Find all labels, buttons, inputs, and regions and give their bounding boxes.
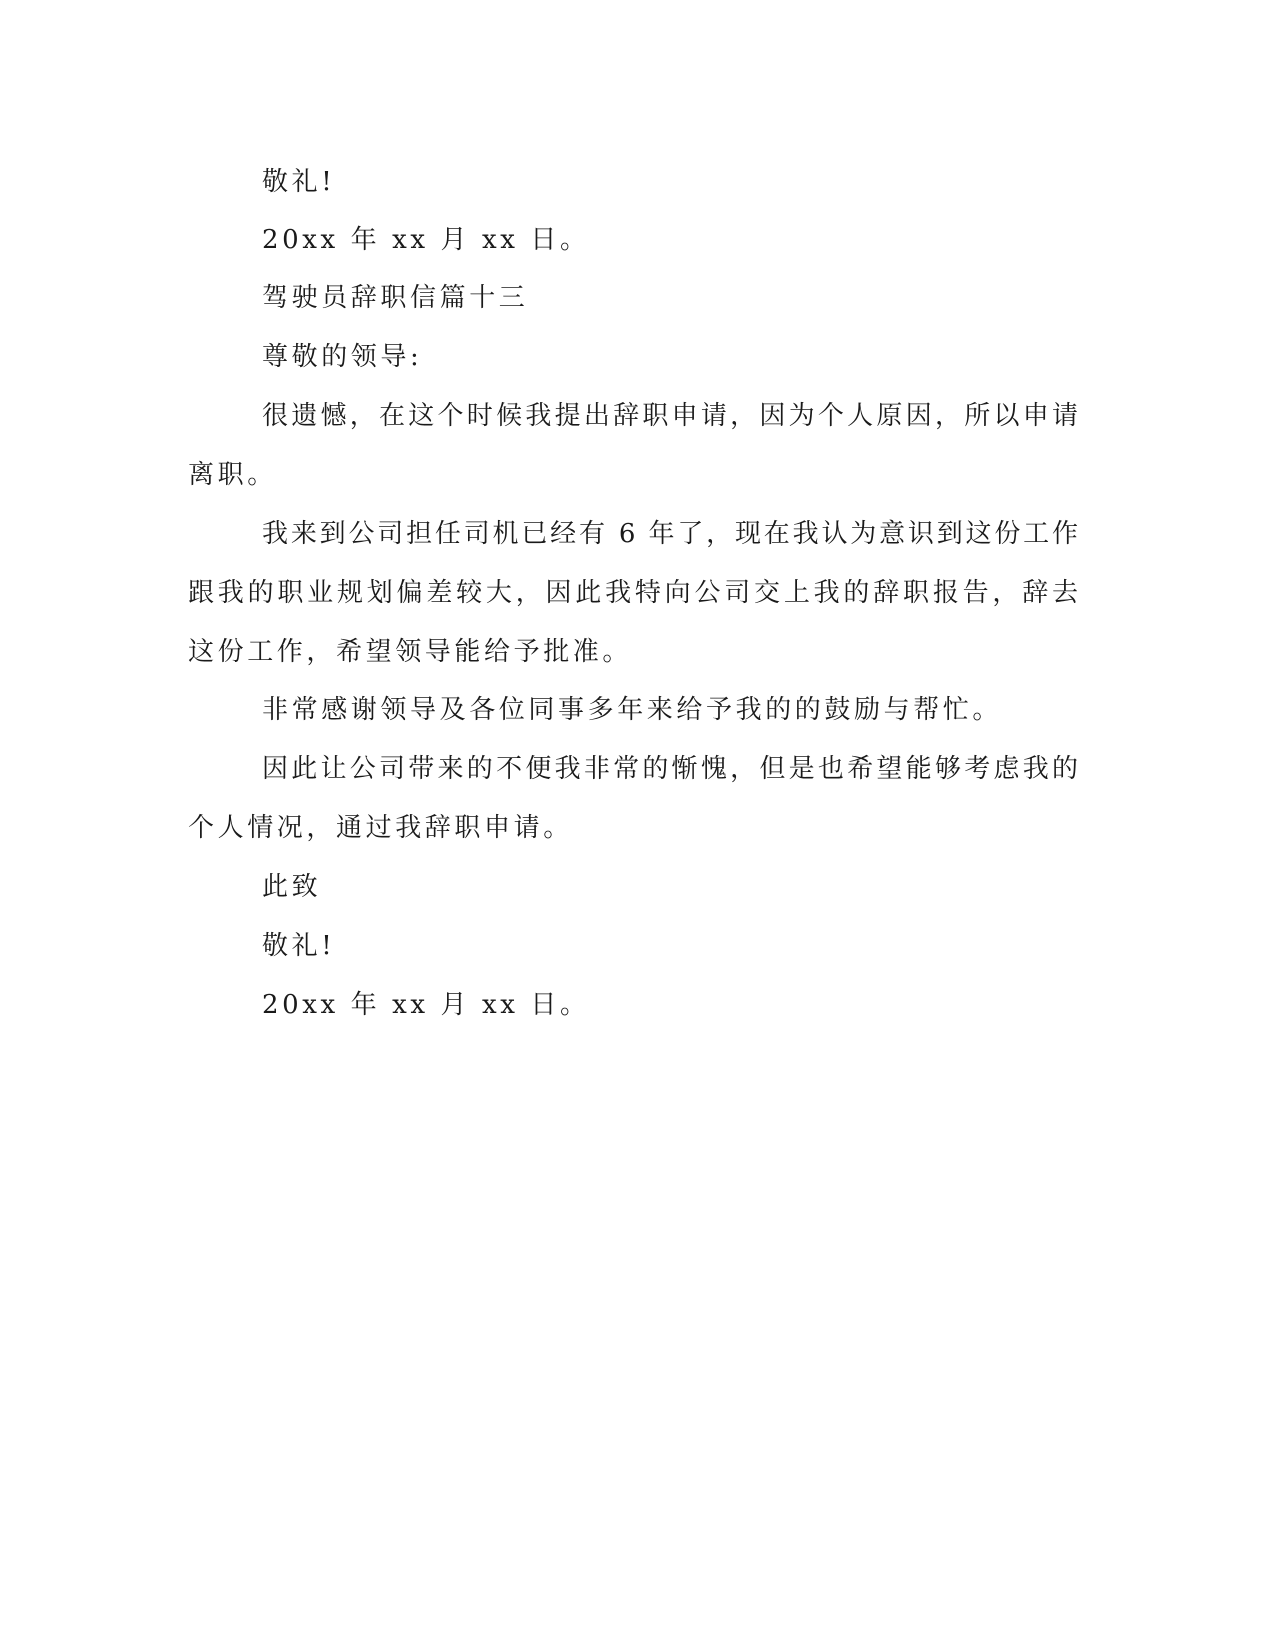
date-line-2: 20xx 年 xx 月 xx 日。: [262, 990, 590, 1020]
paragraph-3: 非常感谢领导及各位同事多年来给予我的的鼓励与帮忙。: [262, 695, 1003, 725]
paragraph-1-line-2: 离职。: [188, 460, 277, 490]
paragraph-2-line-1: 我来到公司担任司机已经有 6 年了，现在我认为意识到这份工作: [262, 519, 1080, 549]
closing-cizhi: 此致: [262, 872, 322, 902]
letter-title: 驾驶员辞职信篇十三: [262, 283, 529, 313]
date-line-1: 20xx 年 xx 月 xx 日。: [262, 225, 590, 255]
paragraph-1-line-1: 很遗憾，在这个时候我提出辞职申请，因为个人原因，所以申请: [262, 401, 1080, 431]
paragraph-2-line-2: 跟我的职业规划偏差较大，因此我特向公司交上我的辞职报告，辞去: [188, 578, 1080, 608]
closing-salute-2: 敬礼!: [262, 931, 336, 961]
paragraph-4-line-2: 个人情况，通过我辞职申请。: [188, 813, 573, 843]
paragraph-2-line-3: 这份工作，希望领导能给予批准。: [188, 637, 633, 667]
paragraph-4-line-1: 因此让公司带来的不便我非常的惭愧，但是也希望能够考虑我的: [262, 754, 1080, 784]
salutation: 尊敬的领导:: [262, 342, 423, 372]
closing-salute-1: 敬礼!: [262, 167, 336, 197]
